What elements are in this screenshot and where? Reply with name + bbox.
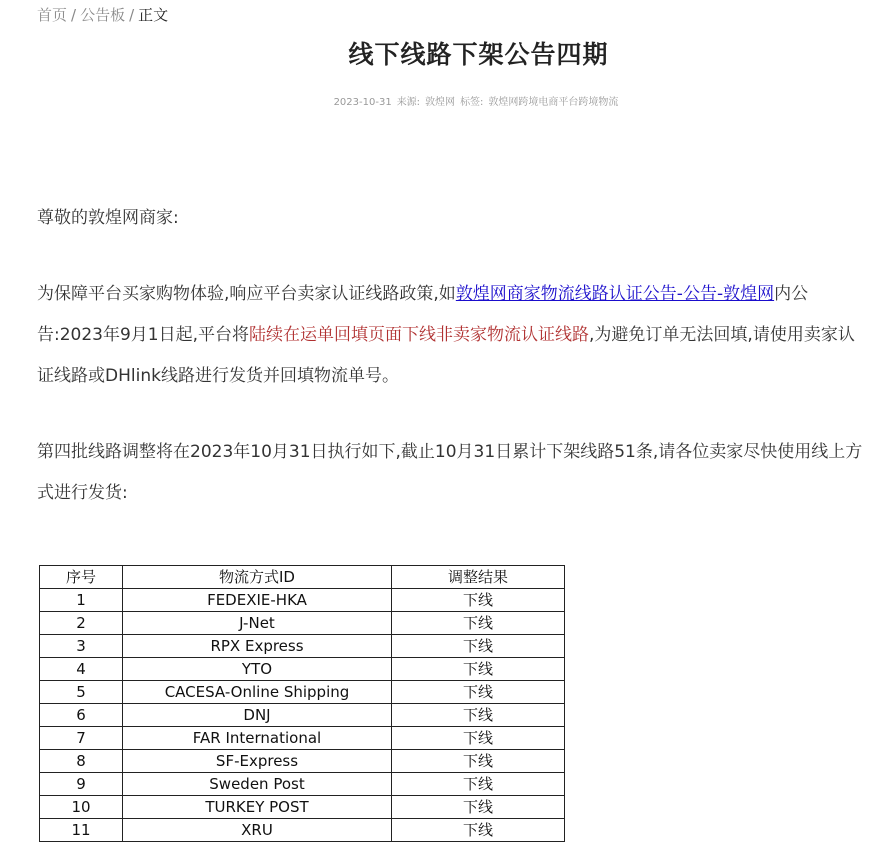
cell-result: 下线 [392,704,565,727]
cell-result: 下线 [392,658,565,681]
cell-result: 下线 [392,750,565,773]
breadcrumb-current: 正文 [138,6,169,24]
highlighted-notice: 陆续在运单回填页面下线非卖家物流认证线路 [249,325,590,345]
header-adjustment-result: 调整结果 [392,566,565,589]
cell-shipping-method: TURKEY POST [123,796,392,819]
table-body [40,589,565,842]
route-table-container [39,565,565,842]
cell-index: 6 [40,704,123,727]
paragraph-1-after: ,为避免订单无法回填,请使用卖家认证线路或DHlink线路进行发货并回填物流单号。 [37,325,855,386]
cell-result: 下线 [392,796,565,819]
cell-result: 下线 [392,612,565,635]
cell-index: 7 [40,727,123,750]
table-row [40,704,565,727]
breadcrumb-separator: / [71,6,77,24]
table-row [40,612,565,635]
cell-shipping-method: J-Net [123,612,392,635]
article-source: 敦煌网 [425,97,456,108]
table-row [40,773,565,796]
cell-index: 9 [40,773,123,796]
table-row [40,658,565,681]
breadcrumb-board-link[interactable]: 公告板 [80,6,126,24]
table-row [40,796,565,819]
table-header-row [40,566,565,589]
cell-shipping-method: FAR International [123,727,392,750]
article-date: 2023-10-31 [333,97,392,108]
table-row [40,635,565,658]
cell-result: 下线 [392,681,565,704]
source-label: 来源: [396,97,421,108]
article-body [37,198,867,514]
paragraph-1-before: 为保障平台买家购物体验,响应平台卖家认证线路政策,如 [37,284,456,304]
cell-index: 1 [40,589,123,612]
cell-index: 2 [40,612,123,635]
table-row [40,727,565,750]
cell-shipping-method: YTO [123,658,392,681]
cell-result: 下线 [392,727,565,750]
article-meta [0,96,887,110]
cell-index: 10 [40,796,123,819]
breadcrumb-separator: / [129,6,135,24]
header-index: 序号 [40,566,123,589]
route-table [39,565,565,842]
cell-index: 11 [40,819,123,842]
cell-index: 4 [40,658,123,681]
cell-shipping-method: FEDEXIE-HKA [123,589,392,612]
paragraph-1 [37,274,867,397]
cell-result: 下线 [392,819,565,842]
breadcrumb [37,5,168,25]
breadcrumb-home-link[interactable]: 首页 [37,6,68,24]
cell-shipping-method: CACESA-Online Shipping [123,681,392,704]
page-title: 线下线路下架公告四期 [348,40,609,69]
cell-result: 下线 [392,589,565,612]
cell-shipping-method: RPX Express [123,635,392,658]
cell-shipping-method: DNJ [123,704,392,727]
paragraph-1-middle: 内公告:2023年9月1日起,平台将 [37,284,809,345]
cell-index: 3 [40,635,123,658]
table-row [40,681,565,704]
cell-shipping-method: SF-Express [123,750,392,773]
header-shipping-method-id: 物流方式ID [123,566,392,589]
policy-announcement-link[interactable]: 敦煌网商家物流线路认证公告-公告-敦煌网 [455,284,775,304]
table-row [40,750,565,773]
cell-index: 8 [40,750,123,773]
article-tags: 敦煌网跨境电商平台跨境物流 [488,97,619,108]
table-row [40,819,565,842]
cell-shipping-method: Sweden Post [123,773,392,796]
greeting: 尊敬的敦煌网商家: [37,208,179,228]
table-row [40,589,565,612]
paragraph-2: 第四批线路调整将在2023年10月31日执行如下,截止10月31日累计下架线路51条,请各位卖家尽快使用线上方式进行发货: [37,442,863,503]
cell-result: 下线 [392,773,565,796]
cell-shipping-method: XRU [123,819,392,842]
cell-index: 5 [40,681,123,704]
tags-label: 标签: [460,97,484,108]
cell-result: 下线 [392,635,565,658]
